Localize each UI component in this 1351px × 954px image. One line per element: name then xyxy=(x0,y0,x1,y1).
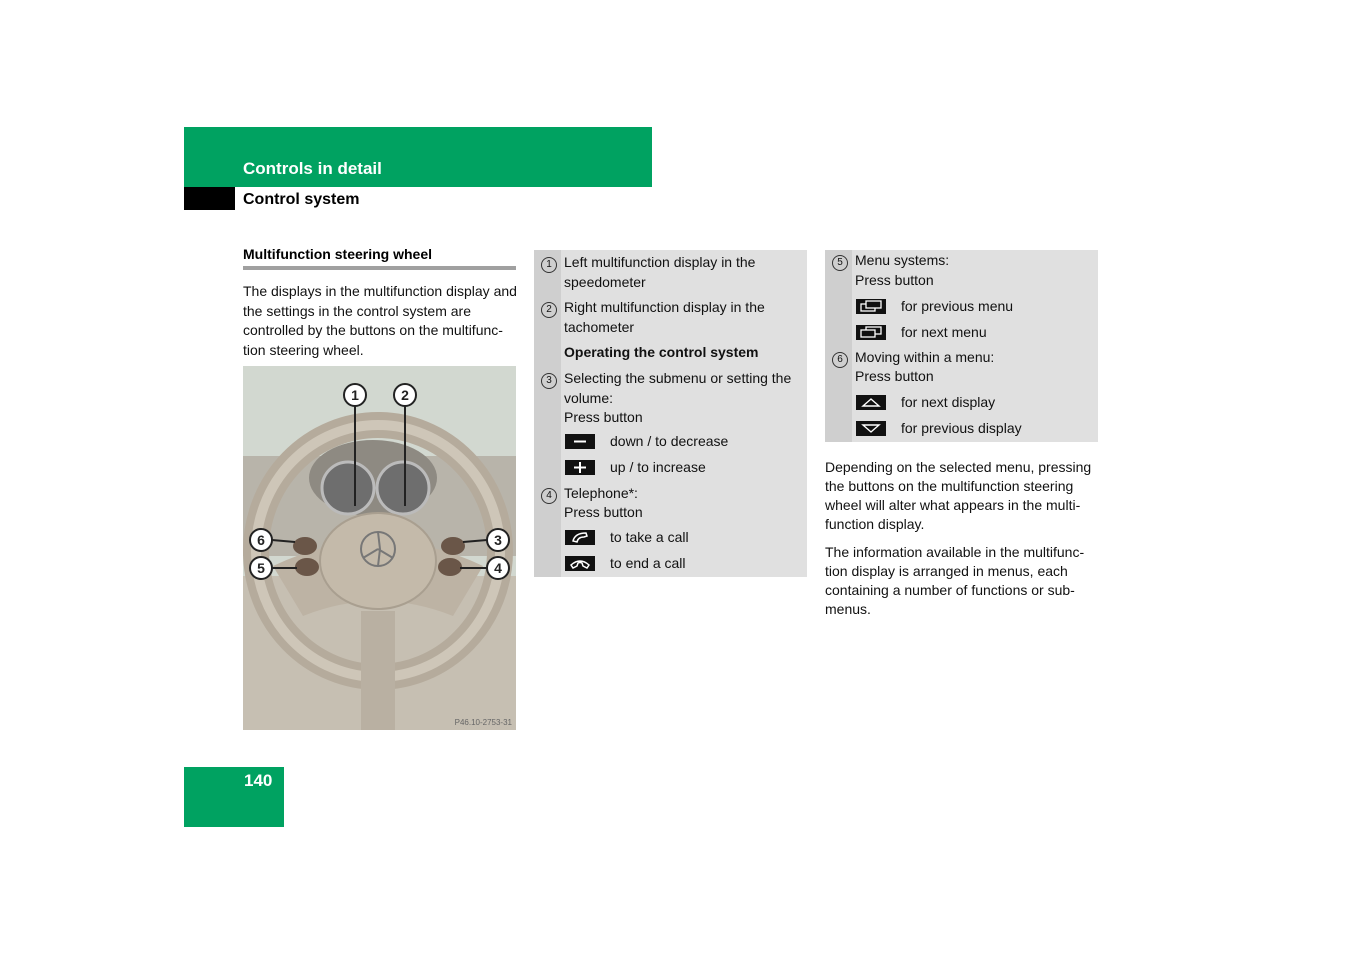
phone-end-call-icon xyxy=(565,556,595,571)
callout-1: 1 xyxy=(351,387,359,403)
photo-reference-code: P46.10-2753-31 xyxy=(454,718,512,727)
next-menu-key-icon xyxy=(856,325,886,340)
subsection-heading: Multifunction steering wheel xyxy=(243,246,516,270)
item-2-text: Right multifunction display in the tachometer xyxy=(564,299,765,335)
plus-key-label: up / to increase xyxy=(610,459,706,475)
item-1-text: Left multifunction display in the speedometer xyxy=(564,254,756,290)
phone-take-call-icon xyxy=(565,530,595,545)
previous-menu-key-icon xyxy=(856,299,886,314)
callout-3: 3 xyxy=(494,532,502,548)
item-4-press: Press button xyxy=(564,504,643,520)
item-4-text: Telephone*: xyxy=(564,485,638,501)
next-display-label: for next display xyxy=(901,394,996,410)
phone-end-call-label: to end a call xyxy=(610,555,686,571)
legend-panel-1 xyxy=(534,250,807,577)
item-6-text: Moving within a menu: xyxy=(855,349,995,365)
callout-2: 2 xyxy=(401,387,409,403)
minus-key-icon xyxy=(565,434,595,449)
intro-paragraph: The displays in the multifunction display and the settings in the control system are controlled by the buttons on the multifunc-tion steering wheel. xyxy=(243,283,517,358)
callout-6: 6 xyxy=(257,532,265,548)
item-6-press: Press button xyxy=(855,368,934,384)
next-display-key-icon xyxy=(856,395,886,410)
item-3-press: Press button xyxy=(564,409,643,425)
right-paragraph-2: The information available in the multifunc-tion display is arranged in menus, each containing a number of functions or sub-menus. xyxy=(825,544,1085,617)
item-3-text: Selecting the submenu or setting the volume: xyxy=(564,370,792,406)
item-5-press: Press button xyxy=(855,272,934,288)
item-number-5: 5 xyxy=(832,255,848,271)
phone-take-call-label: to take a call xyxy=(610,529,689,545)
section-title: Control system xyxy=(243,191,360,208)
section-marker xyxy=(184,187,235,210)
next-menu-label: for next menu xyxy=(901,324,987,340)
item-number-3: 3 xyxy=(541,373,557,389)
previous-display-key-icon xyxy=(856,421,886,436)
page-number: 140 xyxy=(244,771,273,790)
plus-key-icon xyxy=(565,460,595,475)
item-number-4: 4 xyxy=(541,488,557,504)
right-paragraph-1: Depending on the selected menu, pressing the buttons on the multifunction steering wheel will alter what appears in the multi-function display. xyxy=(825,459,1092,532)
item-number-1: 1 xyxy=(541,257,557,273)
item-number-6: 6 xyxy=(832,352,848,368)
previous-display-label: for previous display xyxy=(901,420,1022,436)
previous-menu-label: for previous menu xyxy=(901,298,1014,314)
item-5-text: Menu systems: xyxy=(855,252,950,268)
legend-panel-2 xyxy=(825,250,1098,442)
operating-subheading: Operating the control system xyxy=(564,344,759,360)
chapter-title: Controls in detail xyxy=(243,159,382,178)
callout-4: 4 xyxy=(494,560,502,576)
minus-key-label: down / to decrease xyxy=(610,433,729,449)
steering-wheel-illustration xyxy=(243,366,516,730)
callout-5: 5 xyxy=(257,560,265,576)
item-number-2: 2 xyxy=(541,302,557,318)
steering-wheel-photo xyxy=(243,366,516,730)
